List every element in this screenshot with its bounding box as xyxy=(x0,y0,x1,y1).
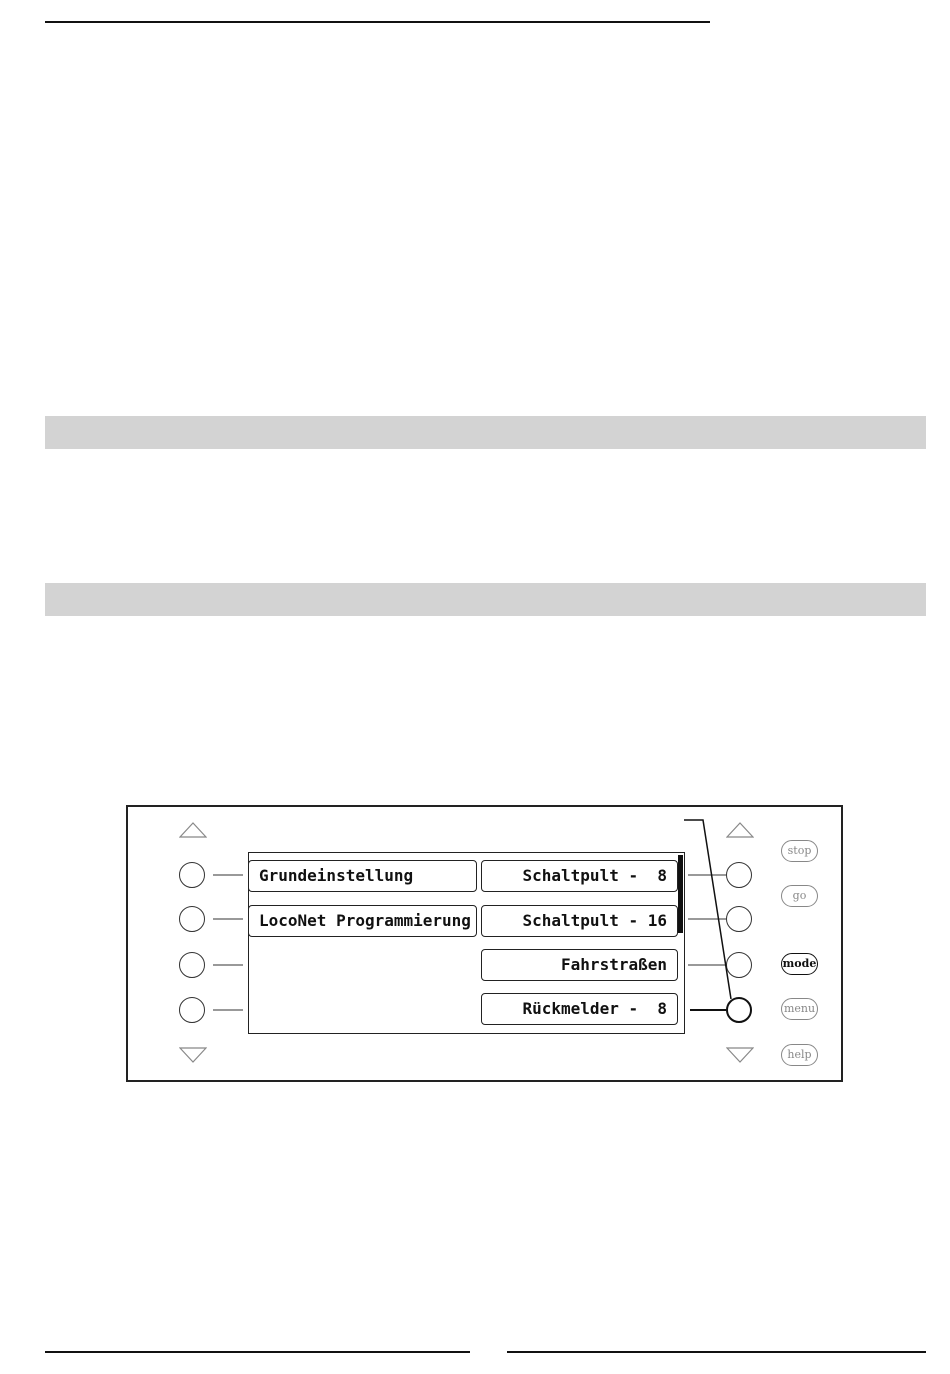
right-connector-4 xyxy=(690,1009,726,1011)
softkey-rueckmelder-8[interactable]: Rückmelder - 8 xyxy=(481,993,678,1025)
left-connector-3 xyxy=(213,964,243,966)
section-band-2 xyxy=(45,583,926,616)
right-scroll-up-icon[interactable] xyxy=(726,822,754,838)
right-softkey-button-3[interactable] xyxy=(726,952,752,978)
left-scroll-up-icon[interactable] xyxy=(179,822,207,838)
softkey-fahrstrassen[interactable]: Fahrstraßen xyxy=(481,949,678,981)
right-softkey-button-1[interactable] xyxy=(726,862,752,888)
softkey-grundeinstellung[interactable]: Grundeinstellung xyxy=(248,860,477,892)
stop-button[interactable]: stop xyxy=(781,840,818,862)
right-softkey-button-2[interactable] xyxy=(726,906,752,932)
left-softkey-button-2[interactable] xyxy=(179,906,205,932)
left-connector-2 xyxy=(213,918,243,920)
right-connector-3 xyxy=(688,964,726,966)
bottom-rule-right xyxy=(507,1351,926,1353)
left-softkey-button-1[interactable] xyxy=(179,862,205,888)
right-connector-1 xyxy=(688,874,726,876)
left-softkey-button-3[interactable] xyxy=(179,952,205,978)
softkey-loconet-programmierung[interactable]: LocoNet Programmierung xyxy=(248,905,477,937)
go-button[interactable]: go xyxy=(781,885,818,907)
help-button[interactable]: help xyxy=(781,1044,818,1066)
left-scroll-down-icon[interactable] xyxy=(179,1047,207,1063)
left-connector-4 xyxy=(213,1009,243,1011)
right-connector-2 xyxy=(688,918,726,920)
right-scroll-down-icon[interactable] xyxy=(726,1047,754,1063)
section-band-1 xyxy=(45,416,926,449)
top-rule xyxy=(45,21,710,23)
display-scrollbar[interactable] xyxy=(678,855,683,933)
left-softkey-button-4[interactable] xyxy=(179,997,205,1023)
softkey-schaltpult-16[interactable]: Schaltpult - 16 xyxy=(481,905,678,937)
bottom-rule-left xyxy=(45,1351,470,1353)
left-connector-1 xyxy=(213,874,243,876)
mode-button[interactable]: mode xyxy=(781,953,818,975)
menu-button[interactable]: menu xyxy=(781,998,818,1020)
right-softkey-button-4[interactable] xyxy=(726,997,752,1023)
softkey-schaltpult-8[interactable]: Schaltpult - 8 xyxy=(481,860,678,892)
